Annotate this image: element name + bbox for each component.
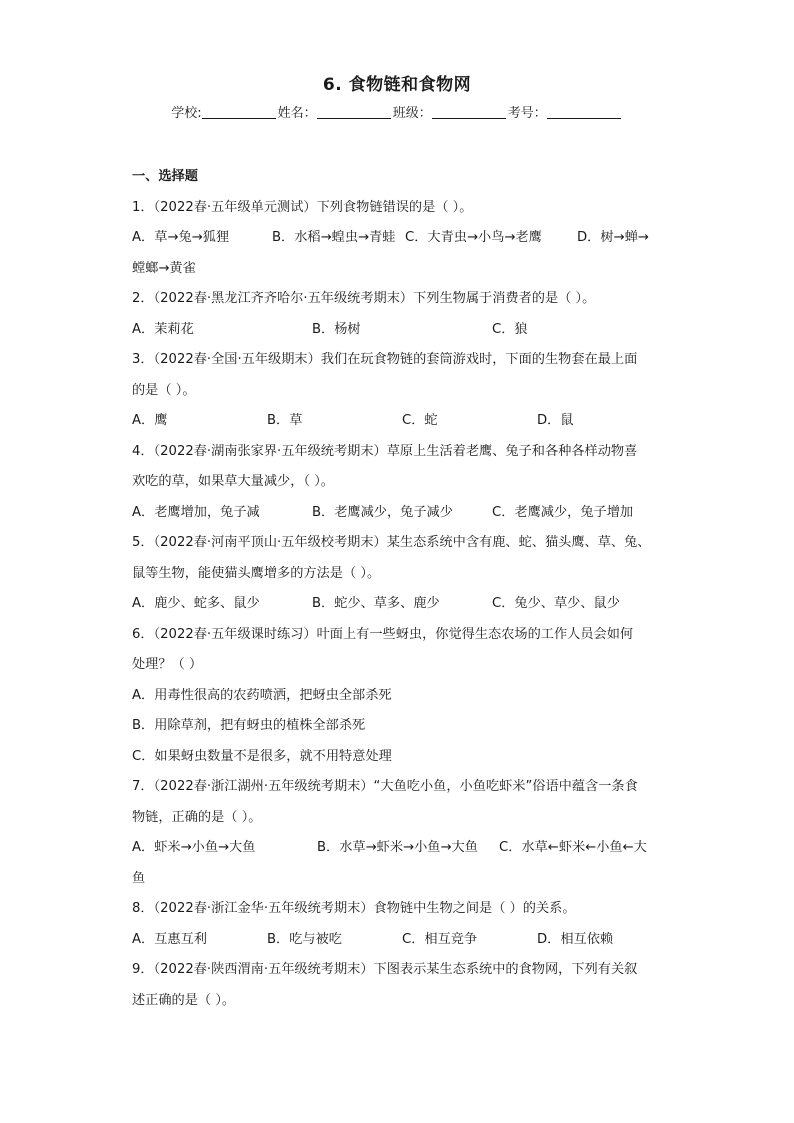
school-blank[interactable]: [202, 104, 276, 119]
option-b: B．水稻→蝗虫→青蛙: [272, 230, 396, 245]
exam-number-label: 考号：: [507, 106, 547, 121]
student-info-line: [0, 102, 794, 121]
question-3: [132, 345, 672, 437]
option-a: A．鹰: [132, 413, 168, 428]
option-b: B．老鹰减少，兔子减少: [312, 504, 453, 520]
option-row: [132, 833, 672, 864]
question-stem-continued: 述正确的是（ ）。: [132, 992, 236, 1008]
question-stem: 7．（2022春·浙江湖州·五年级统考期末）“大鱼吃小鱼，小鱼吃虾米”俗语中蕴含一条食: [132, 779, 638, 794]
option-d-continued: 螳螂→黄雀: [132, 260, 196, 276]
option-a: A．虾米→小鱼→大鱼: [132, 840, 256, 855]
question-9: [132, 955, 672, 1016]
question-stem: 1．（2022春·五年级单元测试）下列食物链错误的是（ ）。: [132, 199, 473, 215]
option-row: [132, 223, 672, 254]
question-stem-continued: 欢吃的草，如果草大量减少，（ ）。: [132, 474, 334, 489]
option-row: [132, 589, 672, 620]
name-blank[interactable]: [317, 104, 391, 119]
option-c: C．如果蚜虫数量不是很多，就不用特意处理: [132, 748, 392, 764]
question-7: [132, 772, 672, 894]
name-label: 姓名：: [277, 106, 317, 121]
option-c: C．老鹰减少，兔子增加: [492, 504, 634, 520]
question-stem: 3．（2022春·全国·五年级期末）我们在玩食物链的套筒游戏时，下面的生物套在最上面: [132, 352, 638, 367]
question-stem-continued: 处理？（ ）: [132, 657, 203, 672]
question-stem-continued: 的是（ ）。: [132, 382, 196, 398]
option-row: [132, 406, 672, 437]
option-a: A．老鹰增加，兔子减: [132, 504, 260, 520]
question-stem: 9．（2022春·陕西渭南·五年级统考期末）下图表示某生态系统中的食物网，下列有关叙: [132, 962, 638, 977]
option-b: B．吃与被吃: [267, 931, 342, 947]
option-a: A．互惠互利: [132, 931, 207, 947]
question-4: [132, 437, 672, 529]
question-stem: 5．（2022春·河南平顶山·五年级校考期末）某生态系统中含有鹿、蛇、猫头鹰、草、兔、: [132, 535, 651, 550]
option-c-continued: 鱼: [132, 870, 146, 886]
option-c: C．大青虫→小鸟→老鹰: [405, 230, 542, 245]
question-2: [132, 284, 672, 345]
option-d: D．鼠: [537, 413, 574, 428]
question-stem: 4．（2022春·湖南张家界·五年级统考期末）草原上生活着老鹰、兔子和各种各样动物喜: [132, 443, 638, 459]
question-1: [132, 193, 672, 285]
question-list: [132, 162, 672, 1016]
option-c: C．蛇: [402, 413, 438, 428]
option-row: [132, 925, 672, 956]
option-d: D．相互依赖: [537, 931, 614, 947]
question-stem: 2．（2022春·黑龙江齐齐哈尔·五年级统考期末）下列生物属于消费者的是（ ）。: [132, 291, 596, 306]
question-stem-continued: 物链，正确的是（ ）。: [132, 809, 262, 825]
page-title: 6. 食物链和食物网: [322, 75, 472, 95]
question-stem: 8．（2022春·浙江金华·五年级统考期末）食物链中生物之间是（ ）的关系。: [132, 901, 576, 916]
option-b: B．用除草剂，把有蚜虫的植株全部杀死: [132, 718, 366, 733]
option-a: A．茉莉花: [132, 321, 194, 337]
question-6: [132, 620, 672, 773]
class-label: 班级：: [392, 106, 432, 121]
option-row: [132, 315, 672, 346]
option-a: A．草→兔→狐狸: [132, 230, 230, 245]
option-row: [132, 498, 672, 529]
question-5: [132, 528, 672, 620]
option-a: A．鹿少、蛇多、鼠少: [132, 596, 260, 611]
option-a: A．用毒性很高的农药喷洒，把蚜虫全部杀死: [132, 687, 392, 703]
option-c: C．兔少、草少、鼠少: [492, 596, 620, 611]
option-c: C．水草←虾米←小鱼←大: [499, 840, 647, 855]
exam-number-blank[interactable]: [547, 104, 621, 119]
option-b: B．杨树: [312, 321, 361, 337]
option-b: B．水草→虾米→小鱼→大鱼: [317, 840, 478, 855]
option-c: C．相互竞争: [402, 931, 478, 947]
option-b: B．草: [267, 413, 303, 428]
section-heading: 一、选择题: [132, 169, 198, 184]
question-stem-continued: 鼠等生物，能使猫头鹰增多的方法是（ ）。: [132, 565, 381, 581]
option-c: C．狼: [492, 321, 528, 337]
question-8: [132, 894, 672, 955]
option-d: D．树→蝉→: [577, 230, 649, 245]
school-label: 学校:: [171, 106, 202, 121]
question-stem: 6．（2022春·五年级课时练习）叶面上有一些蚜虫，你觉得生态农场的工作人员会如何: [132, 626, 634, 642]
class-blank[interactable]: [432, 104, 506, 119]
option-b: B．蛇少、草多、鹿少: [312, 596, 440, 611]
